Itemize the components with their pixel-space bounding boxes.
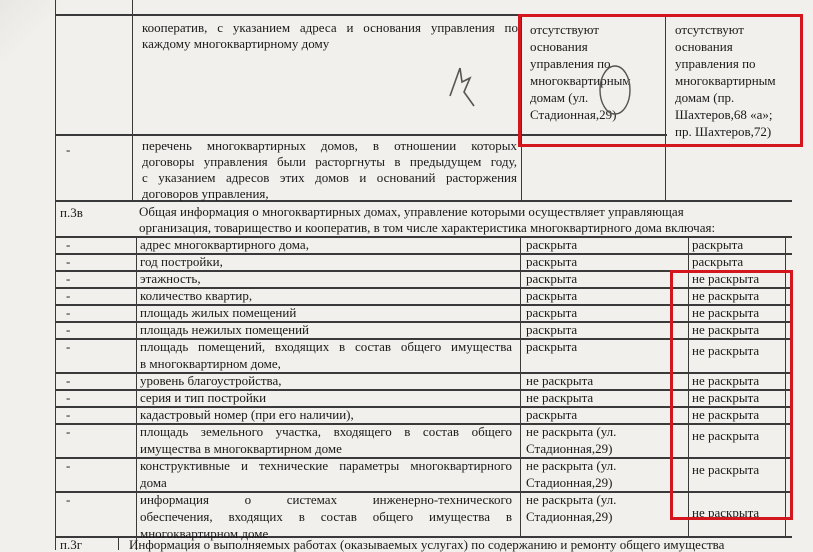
row-desc-line: площадь помещений, входящих в состав общего имущества: [140, 339, 512, 354]
status-text: не раскрыта (ул.: [526, 458, 617, 473]
status-text: основания: [530, 39, 588, 54]
row-desc-line: площадь нежилых помещений: [140, 322, 310, 337]
row-desc-line: количество квартир,: [140, 288, 253, 303]
top-row-desc: кооператив, с указанием адреса и основания управления по каждому многоквартирному дому: [142, 20, 518, 51]
row-desc-line: площадь жилых помещений: [140, 305, 297, 320]
status-text: основания: [675, 39, 733, 54]
row-desc-line: кадастровый номер (при его наличии),: [140, 407, 354, 422]
status-text: отсутствуют: [530, 22, 599, 37]
row-desc-line: адрес многоквартирного дома,: [140, 237, 309, 252]
status-text: раскрыта: [526, 237, 578, 252]
row-dash: -: [66, 288, 71, 303]
table-border-left: [55, 0, 56, 550]
status-text: многоквартирным: [675, 73, 776, 88]
status-text: Стадионная,29): [526, 509, 613, 524]
status-text: не раскрыта: [692, 462, 760, 477]
status-text: раскрыта: [526, 271, 578, 286]
status-text: раскрыта: [526, 407, 578, 422]
status-text: не раскрыта: [692, 505, 760, 520]
status-text: раскрыта: [526, 322, 578, 337]
row-dash: -: [66, 492, 71, 507]
section-desc-line: Общая информация о многоквартирных домах, управление которыми осуществляет управляющая: [139, 204, 684, 219]
row-desc-line: с указанием адресов этих домов и оснований расторжения: [142, 170, 517, 185]
status-text: раскрыта: [692, 237, 744, 252]
row-desc-line: площадь земельного участка, входящего в состав общего: [140, 424, 512, 439]
row-dash: -: [66, 254, 71, 269]
status-text: Стадионная,29): [530, 107, 617, 122]
status-text: не раскрыта: [692, 322, 760, 337]
status-text: не раскрыта: [692, 288, 760, 303]
col-divider: [136, 236, 137, 550]
row-desc-line: договоров управления,: [142, 186, 269, 201]
row-desc-line: уровень благоустройства,: [140, 373, 282, 388]
status-text: не раскрыта: [692, 343, 760, 358]
row-dash: -: [66, 237, 71, 252]
status-text: не раскрыта: [692, 373, 760, 388]
row-dash: -: [66, 305, 71, 320]
section-number: п.3в: [60, 205, 83, 220]
status-text: отсутствуют: [675, 22, 744, 37]
status-text: раскрыта: [526, 305, 578, 320]
row-desc-line: многоквартирном доме: [140, 526, 269, 541]
status-text: не раскрыта: [692, 428, 760, 443]
row-desc-line: дома: [140, 475, 167, 490]
status-text: многоквартирным: [530, 73, 631, 88]
status-text: не раскрыта: [692, 407, 760, 422]
row-desc-line: конструктивные и технические параметры многоквартирного: [140, 458, 512, 473]
status-text: управления по: [530, 56, 611, 71]
row-dash: -: [66, 458, 71, 473]
status-text: не раскрыта: [526, 373, 594, 388]
highlight-box-right: [670, 270, 793, 520]
status-text: раскрыта: [526, 288, 578, 303]
status-text: не раскрыта: [692, 271, 760, 286]
status-text: не раскрыта: [692, 305, 760, 320]
row-desc-line: год постройки,: [140, 254, 223, 269]
row-desc-line: обеспечения, входящих в состав общего имущества в: [140, 509, 512, 524]
row-desc-line: серия и тип постройки: [140, 390, 267, 405]
row-dash: -: [66, 142, 71, 157]
status-text: не раскрыта: [526, 390, 594, 405]
row-desc-line: договоры управления были расторгнуты в предыдущем году,: [142, 154, 517, 169]
row-dash: -: [66, 390, 71, 405]
status-text: не раскрыта (ул.: [526, 492, 617, 507]
status-text: домам (ул.: [530, 90, 589, 105]
section-desc-line: организация, товарищество и кооператив, в том числе характеристика многоквартирного дома включая:: [139, 220, 716, 235]
status-text: Стадионная,29): [526, 441, 613, 456]
status-text: домам (пр.: [675, 90, 735, 105]
status-text: не раскрыта: [692, 390, 760, 405]
section-number: п.3г: [60, 537, 83, 552]
status-text: раскрыта: [692, 254, 744, 269]
status-text: раскрыта: [526, 339, 578, 354]
row-dash: -: [66, 271, 71, 286]
highlight-box-top: [518, 14, 803, 147]
row-desc-line: информация о системах инженерно-технического: [140, 492, 512, 507]
status-text: раскрыта: [526, 254, 578, 269]
row-desc-line: имущества в многоквартирном доме: [140, 441, 342, 456]
row-desc-line: этажность,: [140, 271, 201, 286]
row-dash: -: [66, 373, 71, 388]
status-text: Шахтеров,68 «а»;: [675, 107, 773, 122]
status-text: не раскрыта (ул.: [526, 424, 617, 439]
status-text: пр. Шахтеров,72): [675, 124, 772, 139]
status-text: управления по: [675, 56, 756, 71]
col-divider: [118, 536, 119, 550]
row-desc-line: в многоквартирном доме,: [140, 356, 281, 371]
row-dash: -: [66, 424, 71, 439]
row-dash: -: [66, 407, 71, 422]
status-text: Стадионная,29): [526, 475, 613, 490]
row-dash: -: [66, 339, 71, 354]
paper-corner: [0, 0, 60, 60]
col-divider: [132, 0, 133, 200]
row-desc-line: перечень многоквартирных домов, в отношении которых: [142, 138, 517, 153]
section-3g-desc: Информация о выполняемых работах (оказываемых услугах) по содержанию и ремонту общего имущества: [129, 537, 725, 552]
row-dash: -: [66, 322, 71, 337]
